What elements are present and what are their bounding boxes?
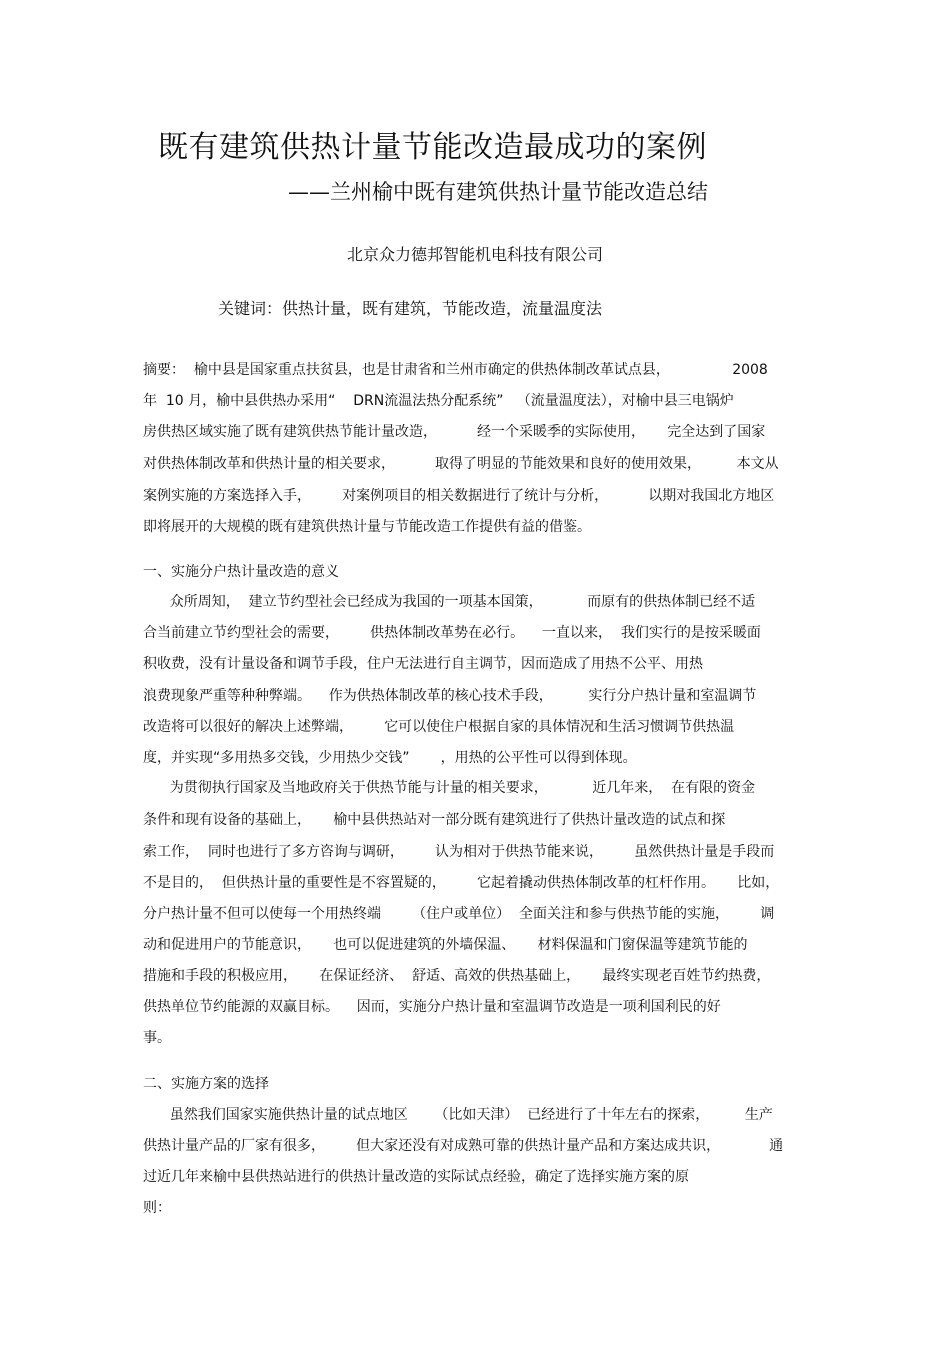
paragraph-line: 供热单位节约能源的双赢目标。 因而，实施分户热计量和室温调节改造是一项利国利民的好 [143,999,721,1015]
abstract-line: 年 10 月，榆中县供热办采用“ DRN流温法热分配系统” （流量温度法），对榆中县三电锅炉 [143,393,734,409]
company-name: 北京众力德邦智能机电科技有限公司 [346,245,603,264]
document-title: 既有建筑供热计量节能改造最成功的案例 [158,130,707,165]
section-heading: 二、实施方案的选择 [143,1076,269,1092]
abstract-line: 摘要： 榆中县是国家重点扶贫县，也是甘肃省和兰州市确定的供热体制改革试点县， 2008 [143,362,768,378]
abstract-line: 案例实施的方案选择入手， 对案例项目的相关数据进行了统计与分析， 以期对我国北方地区 [143,488,775,504]
paragraph-line: 度，并实现“多用热多交钱，少用热少交钱” ，用热的公平性可以得到体现。 [143,750,637,766]
paragraph-line: 改造将可以很好的解决上述弊端， 它可以使住户根据自家的具体情况和生活习惯调节供热温 [143,719,735,735]
paragraph-line: 动和促进用户的节能意识， 也可以促进建筑的外墙保温、 材料保温和门窗保温等建筑节能的 [143,937,748,953]
paragraph-line: 积收费，没有计量设备和调节手段，住户无法进行自主调节，因而造成了用热不公平、用热 [143,656,703,672]
section-heading: 一、实施分户热计量改造的意义 [143,564,339,580]
abstract-line: 房供热区域实施了既有建筑供热节能计量改造， 经一个采暖季的实际使用， 完全达到了国家 [143,424,766,440]
paragraph-line: 供热计量产品的厂家有很多， 但大家还没有对成熟可靠的供热计量产品和方案达成共识， 通 [143,1138,784,1154]
abstract-line: 对供热体制改革和供热计量的相关要求， 取得了明显的节能效果和良好的使用效果， 本文从 [143,456,779,472]
document-subtitle: ——兰州榆中既有建筑供热计量节能改造总结 [288,180,708,204]
paragraph-line: 措施和手段的积极应用， 在保证经济、 舒适、高效的供热基础上， 最终实现老百姓节约热费， [143,968,771,984]
paragraph-line: 不是目的， 但供热计量的重要性是不容置疑的， 它起着撬动供热体制改革的杠杆作用。 比如， [143,875,780,891]
keywords-line: 关键词：供热计量，既有建筑，节能改造，流量温度法 [218,299,603,318]
paragraph-line: 分户热计量不但可以使每一个用热终端 （住户或单位） 全面关注和参与供热节能的实施， 调 [143,906,775,922]
abstract-line: 即将展开的大规模的既有建筑供热计量与节能改造工作提供有益的借鉴。 [143,519,591,535]
paragraph-line: 浪费现象严重等种种弊端。 作为供热体制改革的核心技术手段， 实行分户热计量和室温调节 [143,688,757,704]
paragraph-line: 虽然我们国家实施供热计量的试点地区 （比如天津） 已经进行了十年左右的探索， 生产 [143,1107,773,1123]
paragraph-line: 众所周知， 建立节约型社会已经成为我国的一项基本国策， 而原有的供热体制已经不适 [143,594,756,610]
paragraph-line: 过近几年来榆中县供热站进行的供热计量改造的实际试点经验，确定了选择实施方案的原 [143,1169,689,1185]
paragraph-line: 合当前建立节约型社会的需要， 供热体制改革势在必行。 一直以来， 我们实行的是按采暖面 [143,625,761,641]
paragraph-line: 则： [143,1200,171,1216]
paragraph-line: 条件和现有设备的基础上， 榆中县供热站对一部分既有建筑进行了供热计量改造的试点和探 [143,812,726,828]
paragraph-line: 为贯彻执行国家及当地政府关于供热节能与计量的相关要求， 近几年来， 在有限的资金 [143,780,756,796]
paragraph-line: 事。 [143,1030,171,1046]
paragraph-line: 索工作， 同时也进行了多方咨询与调研， 认为相对于供热节能来说， 虽然供热计量是手段而 [143,844,775,860]
